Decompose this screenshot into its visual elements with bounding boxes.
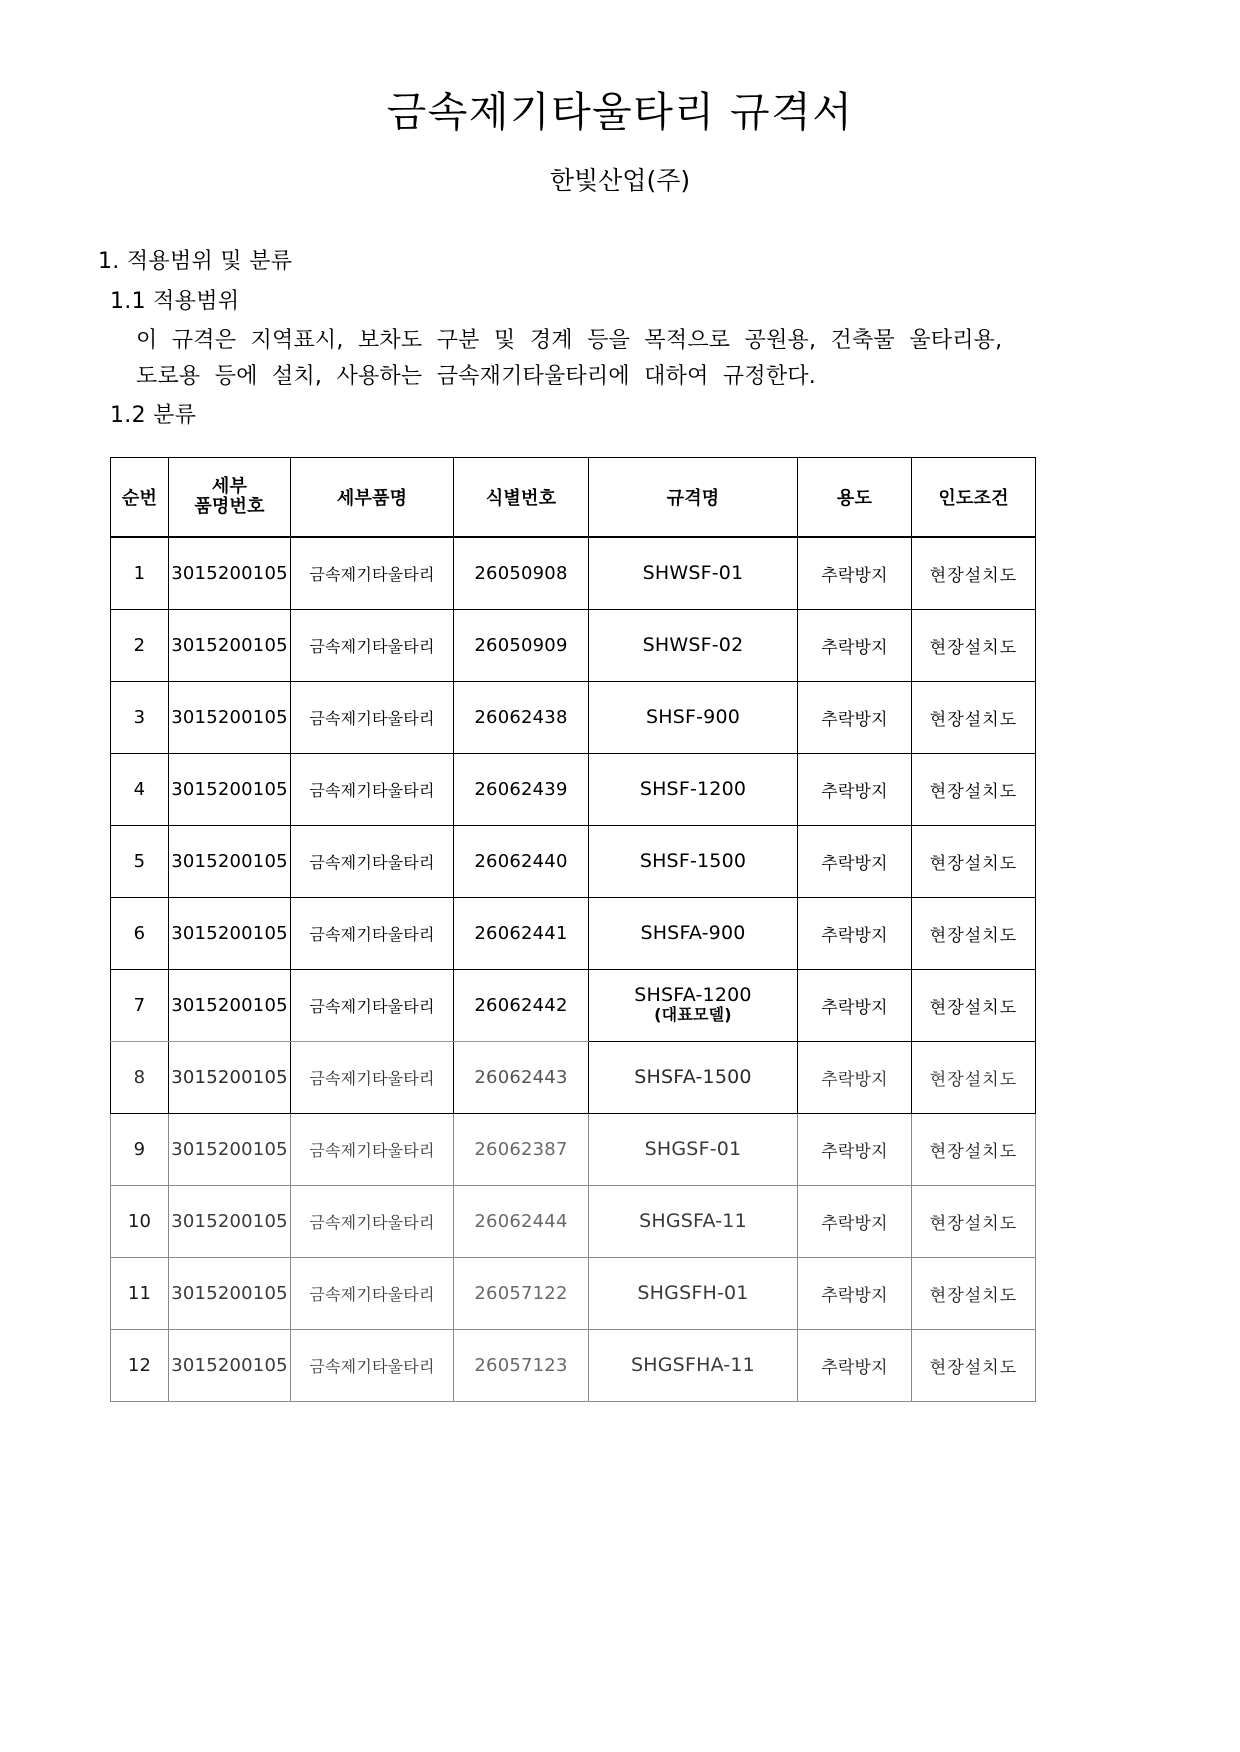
- cell-delivery-terms: 현장설치도: [912, 537, 1036, 610]
- cell-spec-name: [589, 969, 798, 1041]
- cell-spec-name: SHGSFH-01: [589, 1257, 798, 1329]
- cell-usage: 추락방지: [798, 1113, 912, 1185]
- column-header-no: 순번: [111, 457, 169, 537]
- table-header-row: [111, 457, 1036, 537]
- cell-detail-name: 금속제기타울타리: [291, 969, 454, 1041]
- cell-spec-name: SHSFA-1500: [589, 1041, 798, 1113]
- representative-model-tag: (대표모델): [654, 1005, 732, 1025]
- cell-usage: 추락방지: [798, 1329, 912, 1401]
- cell-delivery-terms: 현장설치도: [912, 825, 1036, 897]
- cell-spec-name: SHWSF-02: [589, 609, 798, 681]
- cell-spec-name: SHWSF-01: [589, 537, 798, 610]
- cell-detail-code: 3015200105: [169, 1113, 291, 1185]
- document-title: 금속제기타울타리 규격서: [386, 88, 854, 136]
- cell-no: 4: [111, 753, 169, 825]
- cell-id-number: 26062442: [454, 969, 589, 1041]
- cell-spec-name: SHSF-1500: [589, 825, 798, 897]
- column-header-delivery-terms: 인도조건: [912, 457, 1036, 537]
- cell-no: 9: [111, 1113, 169, 1185]
- cell-id-number: 26062440: [454, 825, 589, 897]
- column-header-detail-code-line1: 세부: [211, 475, 248, 497]
- table-row: [111, 1329, 1036, 1401]
- cell-delivery-terms: 현장설치도: [912, 681, 1036, 753]
- cell-no: 2: [111, 609, 169, 681]
- cell-no: 7: [111, 969, 169, 1041]
- cell-id-number: 26062443: [454, 1041, 589, 1113]
- cell-id-number: 26057123: [454, 1329, 589, 1401]
- cell-no: 6: [111, 897, 169, 969]
- cell-spec-name: SHSF-1200: [589, 753, 798, 825]
- cell-no: 5: [111, 825, 169, 897]
- column-header-usage: 용도: [798, 457, 912, 537]
- table-row: [111, 753, 1036, 825]
- company-name: 한빛산업(주): [549, 166, 691, 196]
- cell-delivery-terms: 현장설치도: [912, 609, 1036, 681]
- cell-delivery-terms: 현장설치도: [912, 1113, 1036, 1185]
- cell-usage: 추락방지: [798, 1185, 912, 1257]
- table-row: [111, 1041, 1036, 1113]
- cell-detail-name: 금속제기타울타리: [291, 1113, 454, 1185]
- section-heading-1: 1. 적용범위 및 분류: [98, 249, 293, 275]
- cell-detail-name: 금속제기타울타리: [291, 609, 454, 681]
- cell-detail-code: 3015200105: [169, 753, 291, 825]
- cell-delivery-terms: 현장설치도: [912, 1185, 1036, 1257]
- table-row: [111, 969, 1036, 1041]
- cell-spec-name: SHSF-900: [589, 681, 798, 753]
- cell-id-number: 26062439: [454, 753, 589, 825]
- cell-id-number: 26062438: [454, 681, 589, 753]
- cell-spec-name: SHGSFA-11: [589, 1185, 798, 1257]
- cell-detail-name: 금속제기타울타리: [291, 1185, 454, 1257]
- cell-detail-name: 금속제기타울타리: [291, 753, 454, 825]
- table-row: [111, 537, 1036, 610]
- cell-delivery-terms: 현장설치도: [912, 753, 1036, 825]
- scope-paragraph-line-1: 이 규격은 지역표시, 보차도 구분 및 경계 등을 목적으로 공원용, 건축물 울타리용,: [136, 328, 1003, 354]
- cell-no: 11: [111, 1257, 169, 1329]
- cell-detail-code: 3015200105: [169, 897, 291, 969]
- cell-no: 8: [111, 1041, 169, 1113]
- table-row: [111, 681, 1036, 753]
- table-row: [111, 897, 1036, 969]
- classification-table-wrapper: [0, 433, 1240, 1402]
- cell-detail-name: 금속제기타울타리: [291, 1041, 454, 1113]
- cell-id-number: 26050909: [454, 609, 589, 681]
- cell-detail-code: 3015200105: [169, 681, 291, 753]
- cell-detail-name: 금속제기타울타리: [291, 897, 454, 969]
- section-heading-1-1: 1.1 적용범위: [110, 289, 240, 315]
- cell-id-number: 26062444: [454, 1185, 589, 1257]
- cell-detail-code: 3015200105: [169, 1329, 291, 1401]
- cell-detail-name: 금속제기타울타리: [291, 681, 454, 753]
- cell-detail-code: 3015200105: [169, 825, 291, 897]
- column-header-detail-name: 세부품명: [291, 457, 454, 537]
- cell-detail-code: 3015200105: [169, 537, 291, 610]
- cell-delivery-terms: 현장설치도: [912, 1257, 1036, 1329]
- cell-id-number: 26062387: [454, 1113, 589, 1185]
- cell-usage: 추락방지: [798, 537, 912, 610]
- table-row: [111, 825, 1036, 897]
- table-header: [111, 457, 1036, 537]
- document-body: [0, 197, 1240, 433]
- cell-no: 10: [111, 1185, 169, 1257]
- cell-delivery-terms: 현장설치도: [912, 1041, 1036, 1113]
- cell-no: 3: [111, 681, 169, 753]
- cell-usage: 추락방지: [798, 753, 912, 825]
- cell-spec-name: SHSFA-900: [589, 897, 798, 969]
- cell-detail-name: 금속제기타울타리: [291, 1257, 454, 1329]
- cell-detail-code: 3015200105: [169, 1185, 291, 1257]
- classification-table: [110, 457, 1036, 1402]
- table-row: [111, 609, 1036, 681]
- cell-usage: 추락방지: [798, 969, 912, 1041]
- cell-detail-code: 3015200105: [169, 969, 291, 1041]
- table-row: [111, 1113, 1036, 1185]
- table-row: [111, 1257, 1036, 1329]
- cell-detail-code: 3015200105: [169, 609, 291, 681]
- cell-delivery-terms: 현장설치도: [912, 897, 1036, 969]
- cell-spec-name: SHGSFHA-11: [589, 1329, 798, 1401]
- cell-detail-name: 금속제기타울타리: [291, 1329, 454, 1401]
- cell-detail-code: 3015200105: [169, 1257, 291, 1329]
- cell-no: 1: [111, 537, 169, 610]
- cell-id-number: 26062441: [454, 897, 589, 969]
- cell-detail-name: 금속제기타울타리: [291, 825, 454, 897]
- column-header-id-number: 식별번호: [454, 457, 589, 537]
- cell-no: 12: [111, 1329, 169, 1401]
- cell-delivery-terms: 현장설치도: [912, 969, 1036, 1041]
- column-header-detail-code-line2: 품명번호: [194, 495, 265, 517]
- cell-usage: 추락방지: [798, 897, 912, 969]
- cell-spec-name: SHGSF-01: [589, 1113, 798, 1185]
- section-heading-1-2: 1.2 분류: [110, 402, 197, 428]
- column-header-detail-code: [169, 457, 291, 537]
- column-header-spec-name: 규격명: [589, 457, 798, 537]
- cell-id-number: 26057122: [454, 1257, 589, 1329]
- scope-paragraph-line-2: 도로용 등에 설치, 사용하는 금속재기타울타리에 대하여 규정한다.: [136, 364, 816, 389]
- cell-detail-name: 금속제기타울타리: [291, 537, 454, 610]
- cell-usage: 추락방지: [798, 609, 912, 681]
- cell-usage: 추락방지: [798, 1041, 912, 1113]
- table-body: [111, 537, 1036, 1402]
- cell-detail-code: 3015200105: [169, 1041, 291, 1113]
- cell-id-number: 26050908: [454, 537, 589, 610]
- cell-usage: 추락방지: [798, 825, 912, 897]
- cell-usage: 추락방지: [798, 1257, 912, 1329]
- cell-delivery-terms: 현장설치도: [912, 1329, 1036, 1401]
- spec-name-text: SHSFA-1200: [634, 984, 752, 1007]
- table-row: [111, 1185, 1036, 1257]
- cell-usage: 추락방지: [798, 681, 912, 753]
